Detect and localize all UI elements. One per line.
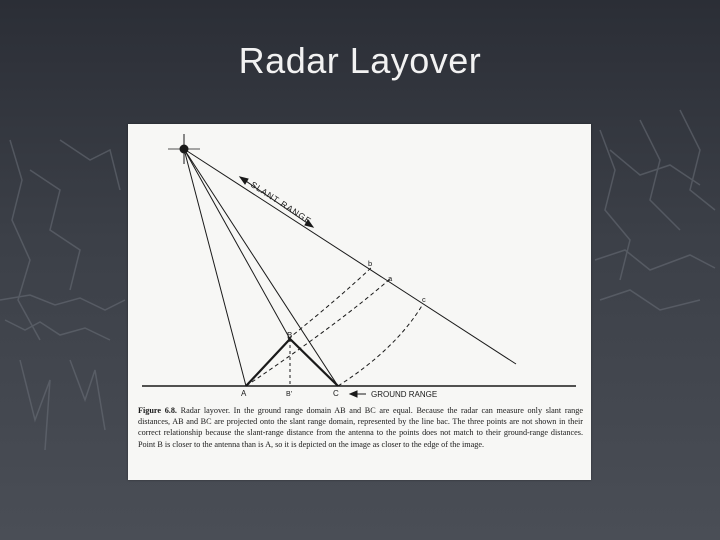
point-b-label: b — [368, 259, 373, 268]
point-B-prime-label: B' — [286, 391, 293, 398]
point-c-label: c — [422, 295, 426, 304]
ray-to-B — [184, 149, 293, 340]
figure-caption — [138, 405, 583, 450]
arc-c — [338, 304, 423, 386]
ground-range-label: GROUND RANGE — [371, 390, 438, 399]
point-C-label: C — [333, 389, 339, 398]
slant-range-label: SLANT RANGE — [248, 179, 314, 227]
terrain-profile — [246, 339, 338, 386]
point-A-label: A — [241, 389, 247, 398]
point-a-label: a — [388, 274, 393, 283]
slant-arrow-head-left — [240, 177, 248, 184]
figure-panel — [128, 124, 591, 480]
caption-figure-label: Figure 6.8. — [138, 406, 177, 415]
slant-range-line — [184, 149, 516, 364]
ground-arrow-head — [350, 391, 357, 397]
point-B-label: B — [287, 331, 293, 340]
slide-title: Radar Layover — [238, 40, 482, 81]
ray-to-A — [184, 149, 246, 386]
caption-text: Radar layover. In the ground range domain AB and BC are equal. Because the radar can measure only slant range distances, AB and BC are projected onto the slant range domain, represented by the line bac. The three points are not shown in their correct relationship because the slant-range distance from the antenna to the points does not match to their ground-range distances. Point B is closer to the antenna than is A, so it is depicted on the image as closer to the edge of the image. — [138, 406, 584, 449]
arc-a — [246, 279, 390, 386]
radar-layover-diagram — [128, 124, 591, 404]
